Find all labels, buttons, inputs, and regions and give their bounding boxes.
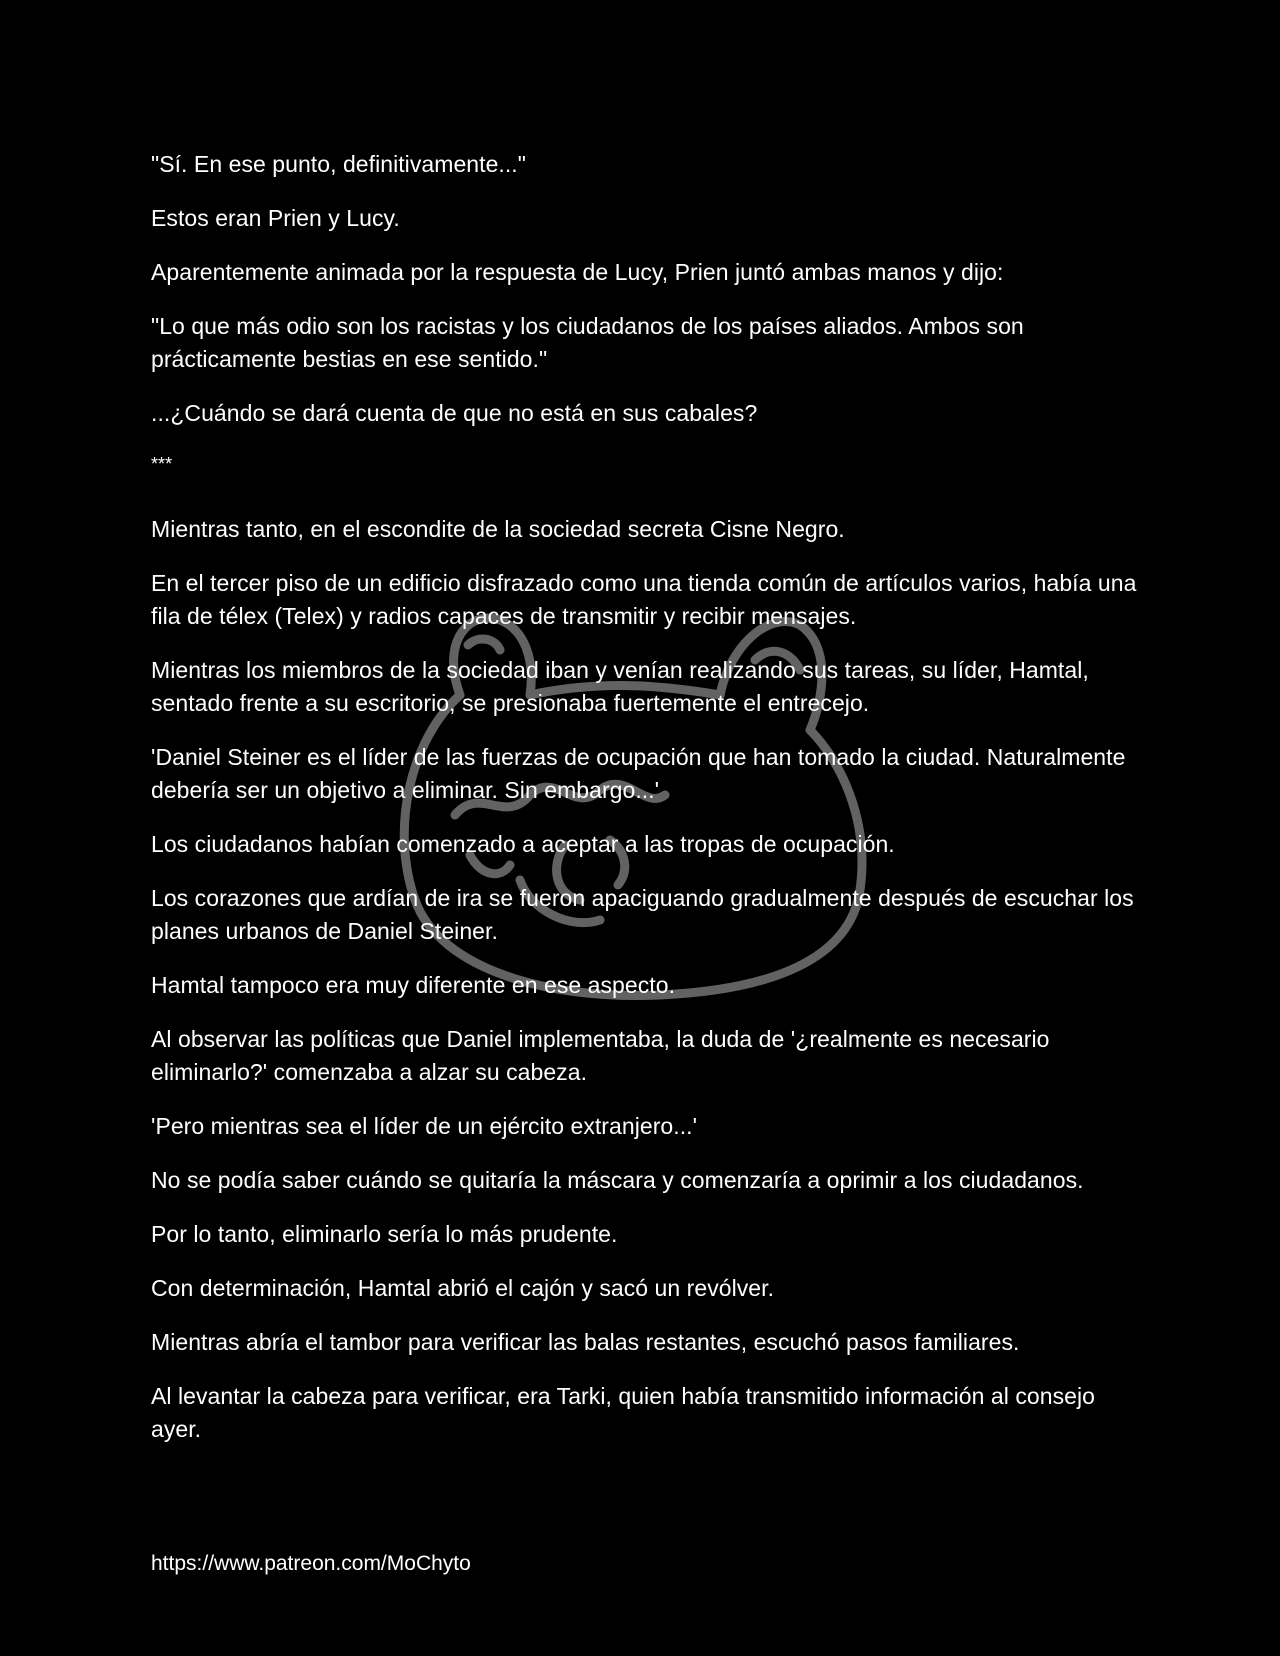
paragraph: Mientras tanto, en el escondite de la sociedad secreta Cisne Negro. — [151, 516, 845, 542]
paragraph: Hamtal tampoco era muy diferente en ese aspecto. — [151, 972, 676, 998]
document-body — [151, 148, 1141, 1467]
paragraph: Al levantar la cabeza para verificar, era Tarki, quien había transmitido información al consejo ayer. — [151, 1383, 1095, 1442]
paragraph: "Sí. En ese punto, definitivamente..." — [151, 151, 526, 177]
paragraph: ...¿Cuándo se dará cuenta de que no está en sus cabales? — [151, 400, 758, 426]
paragraph: Los ciudadanos habían comenzado a aceptar a las tropas de ocupación. — [151, 831, 895, 857]
paragraph: Al observar las políticas que Daniel implementaba, la duda de '¿realmente es necesario eliminarlo?' comenzaba a alzar su cabeza. — [151, 1026, 1050, 1085]
paragraph: Mientras los miembros de la sociedad iban y venían realizando sus tareas, su líder, Hamtal, sentado frente a su escritorio, se presionaba fuertemente el entrecejo. — [151, 657, 1089, 716]
paragraph: 'Daniel Steiner es el líder de las fuerzas de ocupación que han tomado la ciudad. Naturalmente debería ser un objetivo a eliminar. Sin embargo...' — [151, 744, 1126, 803]
paragraph: Por lo tanto, eliminarlo sería lo más prudente. — [151, 1221, 618, 1247]
paragraph: En el tercer piso de un edificio disfrazado como una tienda común de artículos varios, había una fila de télex (Telex) y radios capaces de transmitir y recibir mensajes. — [151, 570, 1137, 629]
paragraph: Estos eran Prien y Lucy. — [151, 205, 400, 231]
paragraph: Los corazones que ardían de ira se fueron apaciguando gradualmente después de escuchar los planes urbanos de Daniel Steiner. — [151, 885, 1134, 944]
patreon-link[interactable]: https://www.patreon.com/MoChyto — [151, 1552, 471, 1575]
paragraph: "Lo que más odio son los racistas y los ciudadanos de los países aliados. Ambos son prácticamente bestias en ese sentido." — [151, 313, 1024, 372]
paragraph: 'Pero mientras sea el líder de un ejército extranjero...' — [151, 1113, 698, 1139]
paragraph: No se podía saber cuándo se quitaría la máscara y comenzaría a oprimir a los ciudadanos. — [151, 1167, 1084, 1193]
paragraph: Aparentemente animada por la respuesta de Lucy, Prien juntó ambas manos y dijo: — [151, 259, 1004, 285]
section-separator: *** — [151, 454, 173, 474]
paragraph: Con determinación, Hamtal abrió el cajón y sacó un revólver. — [151, 1275, 775, 1301]
paragraph: Mientras abría el tambor para verificar las balas restantes, escuchó pasos familiares. — [151, 1329, 1020, 1355]
